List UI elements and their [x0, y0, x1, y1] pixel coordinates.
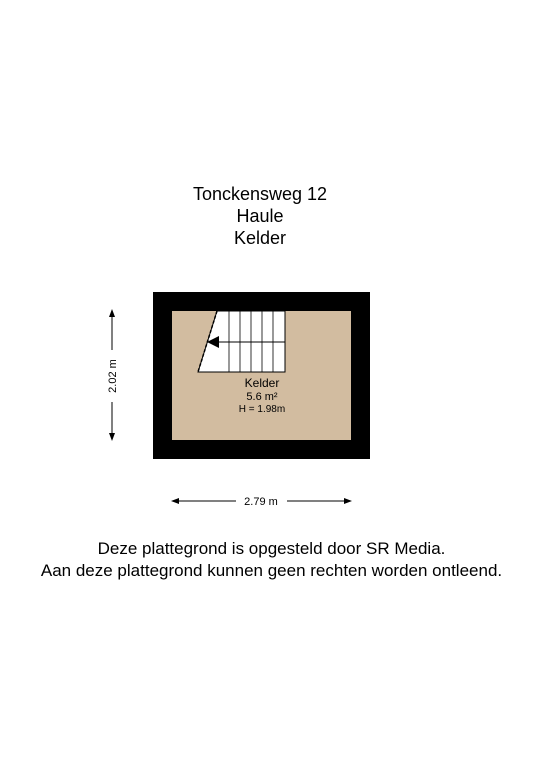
room-height: H = 1.98m: [238, 404, 286, 415]
address-floor: Kelder: [233, 228, 287, 248]
address-city: Haule: [236, 206, 284, 226]
arrow-up-icon: [109, 309, 115, 317]
arrow-left-icon: [171, 498, 179, 504]
width-dimension: [171, 496, 352, 508]
width-dimension-label: 2.79 m: [244, 496, 278, 508]
disclaimer: [0, 538, 543, 582]
disclaimer-line-1: Deze plattegrond is opgesteld door SR Media.: [97, 539, 446, 558]
arrow-down-icon: [109, 433, 115, 441]
arrow-right-icon: [344, 498, 352, 504]
address-street: Tonckensweg 12: [192, 184, 328, 204]
room-name: Kelder: [244, 376, 280, 390]
disclaimer-line-2: Aan deze plattegrond kunnen geen rechten worden ontleend.: [40, 561, 503, 580]
room-area: 5.6 m²: [246, 391, 278, 403]
height-dimension: [107, 309, 119, 441]
height-dimension-label: 2.02 m: [107, 359, 119, 393]
